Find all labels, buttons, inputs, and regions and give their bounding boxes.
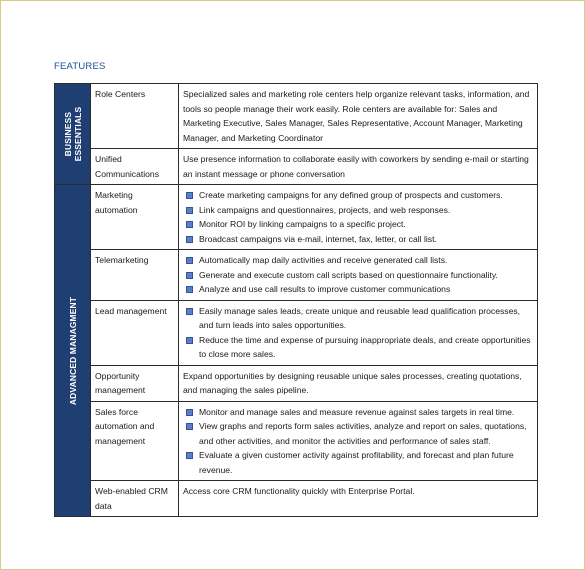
list-item — [183, 448, 533, 477]
table-row — [55, 365, 538, 401]
square-bullet-icon — [186, 337, 193, 344]
feature-name: Marketing automation — [91, 185, 179, 250]
feature-description — [179, 250, 538, 301]
feature-name: Telemarketing — [91, 250, 179, 301]
bullet-list — [183, 304, 533, 362]
list-item-text: Easily manage sales leads, create unique and reusable lead qualification processes, and turn leads into sales opportunities. — [199, 305, 521, 330]
feature-name: Opportunity management — [91, 365, 179, 401]
list-item — [183, 419, 533, 448]
feature-name: Lead management — [91, 300, 179, 365]
square-bullet-icon — [186, 272, 193, 279]
list-item-text: Reduce the time and expense of pursuing inappropriate deals, and create opportunities to close more sales. — [199, 334, 531, 359]
table-row — [55, 401, 538, 481]
square-bullet-icon — [186, 207, 193, 214]
feature-description — [179, 185, 538, 250]
square-bullet-icon — [186, 236, 193, 243]
list-item-text: Automatically map daily activities and receive generated call lists. — [199, 255, 448, 265]
group-cell-business — [55, 84, 91, 185]
feature-name: Sales force automation and management — [91, 401, 179, 481]
list-item-text: Create marketing campaigns for any defined group of prospects and customers. — [199, 190, 503, 200]
list-item-text: Link campaigns and questionnaires, projects, and web responses. — [199, 204, 451, 215]
list-item — [183, 268, 533, 283]
list-item-text: Analyze and use call results to improve customer communications — [199, 284, 451, 294]
square-bullet-icon — [186, 221, 193, 228]
list-item-text: Generate and execute custom call scripts based on questionnaire functionality. — [199, 269, 498, 280]
square-bullet-icon — [186, 308, 193, 315]
list-item-text: View graphs and reports form sales activities, analyze and report on sales, quotations, and other activities, and monitor the activities and performance of sales staff. — [199, 421, 527, 446]
square-bullet-icon — [186, 452, 193, 459]
feature-name: Web-enabled CRM data — [91, 481, 179, 517]
table-row — [55, 300, 538, 365]
list-item-text: Monitor ROI by linking campaigns to a specific project. — [199, 219, 406, 229]
square-bullet-icon — [186, 423, 193, 430]
table-row — [55, 250, 538, 301]
group-cell-advanced — [55, 185, 91, 517]
table-row — [55, 84, 538, 149]
bullet-list — [183, 188, 533, 246]
bullet-list — [183, 253, 533, 297]
list-item — [183, 405, 533, 420]
list-item — [183, 253, 533, 268]
square-bullet-icon — [186, 409, 193, 416]
list-item — [183, 333, 533, 362]
features-table — [54, 83, 538, 517]
list-item-text: Evaluate a given customer activity against profitability, and forecast and plan future revenue. — [199, 450, 514, 475]
square-bullet-icon — [186, 192, 193, 199]
group-label-advanced: ADVANCED MANAGMENT — [67, 296, 78, 405]
square-bullet-icon — [186, 286, 193, 293]
list-item-text: Broadcast campaigns via e-mail, internet, fax, letter, or call list. — [199, 233, 437, 244]
list-item — [183, 203, 533, 218]
feature-description: Access core CRM functionality quickly with Enterprise Portal. — [179, 481, 538, 517]
table-row — [55, 149, 538, 185]
feature-name: Role Centers — [91, 84, 179, 149]
feature-description: Specialized sales and marketing role centers help organize relevant tasks, information, and tools so people manage their work easily. Role centers are available for: Sales and Marketing Executive, Sales Manager, Sales Representative, Account Manager, Marketing Manager, and Marketing Coordinator — [179, 84, 538, 149]
feature-description: Use presence information to collaborate easily with coworkers by sending e-mail or starting an instant message or phone conversation — [179, 149, 538, 185]
table-row — [55, 481, 538, 517]
feature-name: Unified Communications — [91, 149, 179, 185]
group-label-business: BUSINESS ESSENTIALS — [62, 106, 83, 162]
table-row — [55, 185, 538, 250]
section-heading: FEATURES — [54, 61, 106, 72]
square-bullet-icon — [186, 257, 193, 264]
feature-description — [179, 401, 538, 481]
feature-description — [179, 300, 538, 365]
list-item-text: Monitor and manage sales and measure revenue against sales targets in real time. — [199, 406, 515, 417]
list-item — [183, 304, 533, 333]
list-item — [183, 188, 533, 203]
feature-description: Expand opportunities by designing reusable unique sales processes, creating quotations, and managing the sales pipeline. — [179, 365, 538, 401]
bullet-list — [183, 405, 533, 478]
list-item — [183, 217, 533, 232]
list-item — [183, 282, 533, 297]
list-item — [183, 232, 533, 247]
